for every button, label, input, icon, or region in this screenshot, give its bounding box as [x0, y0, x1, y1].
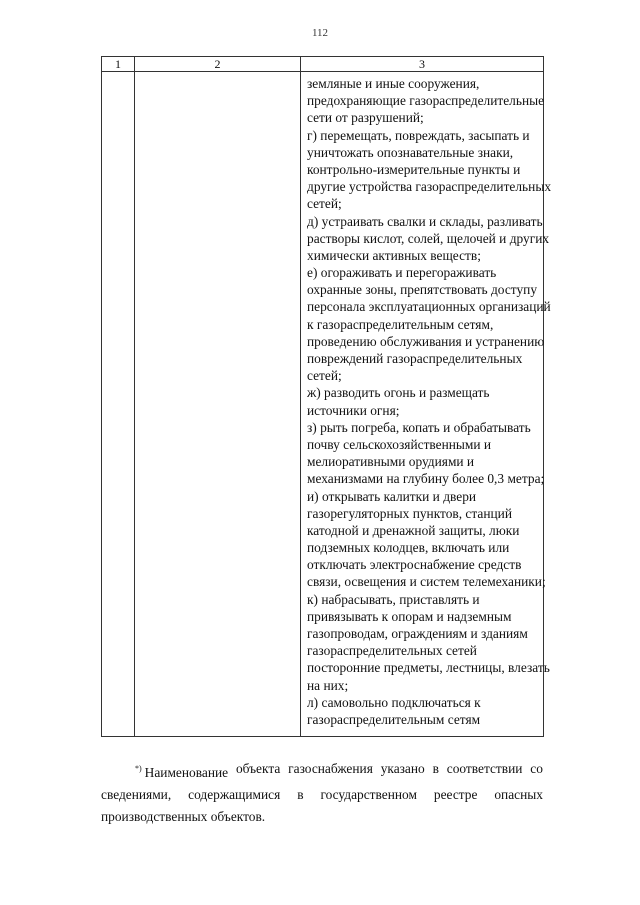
text-line: уничтожать опознавательные знаки,: [307, 144, 514, 160]
footnote-word: в: [297, 787, 304, 802]
text-line: катодной и дренажной защиты, люки: [307, 522, 520, 538]
cell-col1: [102, 72, 135, 737]
cell-col3: [301, 72, 552, 737]
text-line: почву сельскохозяйственными и: [307, 436, 492, 452]
text-line: газопроводам, ограждениям и зданиям: [307, 626, 528, 641]
text-line: связи, освещения и систем телемеханики;: [307, 574, 546, 590]
cell-col2: [135, 72, 301, 737]
footnote: [101, 758, 543, 828]
text-line: л) самовольно подключаться к: [307, 694, 481, 710]
text-line: сетей;: [307, 196, 342, 212]
table-header-row: [102, 57, 544, 72]
data-table: [101, 56, 552, 737]
footnote-word: содержащимися: [188, 787, 281, 802]
text-line: растворы кислот, солей, щелочей и других: [307, 230, 550, 246]
page-number: 112: [311, 27, 329, 39]
text-line: отключать электроснабжение средств: [307, 557, 522, 573]
text-line: ж) разводить огонь и размещать: [307, 385, 490, 401]
text-line: земляные и иные сооружения,: [307, 76, 480, 91]
footnote-word: соответствии: [446, 761, 523, 776]
text-line: посторонние предметы, лестницы, влезать: [307, 660, 550, 676]
text-line: повреждений газораспределительных: [307, 351, 523, 366]
text-line: сетей;: [307, 368, 342, 384]
text-line: предохраняющие газораспределительные: [307, 93, 545, 109]
text-line: на них;: [307, 677, 349, 693]
text-line: персонала эксплуатационных организаций: [307, 299, 551, 315]
text-line: газораспределительных сетей: [307, 643, 477, 659]
text-line: механизмами на глубину более 0,3 метра;: [307, 471, 545, 487]
footnote-word: газоснабжения: [288, 761, 373, 776]
text-line: привязывать к опорам и надземным: [307, 608, 512, 624]
footnote-word: в: [432, 761, 439, 776]
text-line: к газораспределительным сетям,: [307, 316, 494, 332]
cell-col3-text: [301, 72, 552, 728]
footnote-word: государственном: [320, 787, 417, 802]
text-line: другие устройства газораспределительных: [307, 179, 552, 195]
text-line: источники огня;: [307, 402, 400, 418]
footnote-word: сведениями,: [101, 787, 172, 802]
text-line: г) перемещать, повреждать, засыпать и: [307, 127, 530, 143]
text-line: мелиоративными орудиями и: [307, 454, 475, 470]
column-header-1: 1: [102, 57, 135, 72]
text-line: з) рыть погреба, копать и обрабатывать: [307, 419, 531, 435]
text-line: к) набрасывать, приставлять и: [307, 591, 480, 607]
footnote-word: объекта: [235, 761, 281, 776]
footnote-line-3: производственных объектов.: [101, 809, 266, 824]
text-line: охранные зоны, препятствовать доступу: [307, 282, 538, 298]
footnote-line-1: [101, 758, 543, 784]
footnote-word: указано: [380, 761, 425, 776]
text-line: проведению обслуживания и устранению: [307, 333, 545, 349]
text-line: контрольно-измерительные пункты и: [307, 161, 521, 177]
footnote-word: опасных: [494, 787, 543, 802]
text-line: д) устраивать свалки и склады, разливать: [307, 213, 543, 229]
text-line: газораспределительным сетям: [307, 711, 481, 727]
text-line: химически активных веществ;: [307, 247, 481, 263]
table-row: [102, 72, 544, 737]
text-line: газорегуляторных пунктов, станций: [307, 505, 513, 521]
column-header-3: 3: [301, 57, 544, 72]
footnote-word: *) Наименование: [135, 764, 229, 780]
column-header-2: 2: [135, 57, 301, 72]
text-line: сети от разрушений;: [307, 110, 424, 126]
footnote-word: со: [530, 761, 543, 776]
footnote-line-2: [101, 784, 543, 806]
text-line: подземных колодцев, включать или: [307, 540, 510, 556]
text-line: и) открывать калитки и двери: [307, 488, 477, 504]
footnote-marker: *): [135, 764, 142, 773]
footnote-word: реестре: [433, 787, 478, 802]
text-line: е) огораживать и перегораживать: [307, 265, 497, 281]
